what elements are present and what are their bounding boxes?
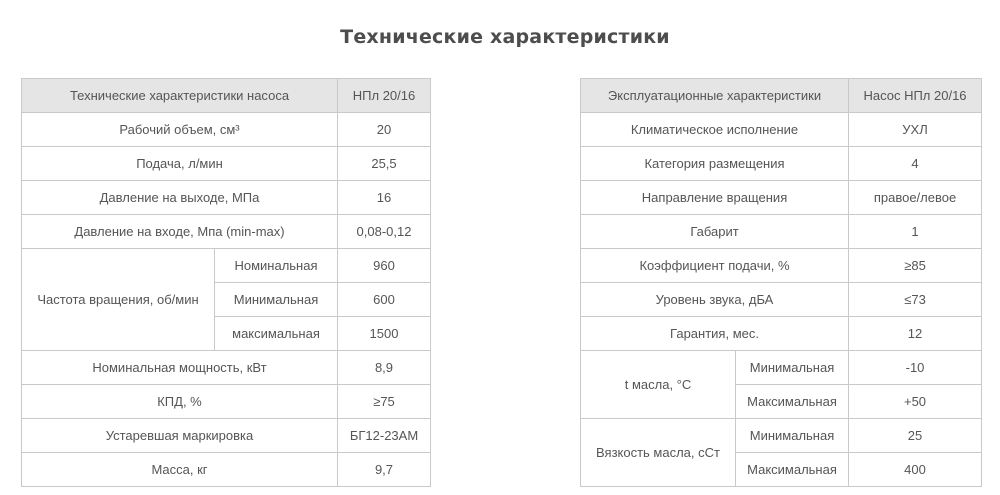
row-value: ≥75 bbox=[338, 385, 431, 419]
row-value: 12 bbox=[849, 317, 982, 351]
row-value: 400 bbox=[849, 453, 982, 487]
group-label: Вязкость масла, сСт bbox=[581, 419, 736, 487]
table-row bbox=[22, 351, 431, 385]
sub-label: Минимальная bbox=[736, 419, 849, 453]
row-value: +50 bbox=[849, 385, 982, 419]
row-value: 1 bbox=[849, 215, 982, 249]
row-label: Габарит bbox=[581, 215, 849, 249]
row-value: 1500 bbox=[338, 317, 431, 351]
header-parameter: Эксплуатационные характеристики bbox=[581, 79, 849, 113]
row-value: 9,7 bbox=[338, 453, 431, 487]
table-header-row bbox=[22, 79, 431, 113]
table-row bbox=[22, 113, 431, 147]
table-row bbox=[581, 215, 982, 249]
row-label: Направление вращения bbox=[581, 181, 849, 215]
table-row bbox=[581, 351, 982, 385]
table-row bbox=[581, 283, 982, 317]
group-label: t масла, °С bbox=[581, 351, 736, 419]
row-value: -10 bbox=[849, 351, 982, 385]
row-value: ≥85 bbox=[849, 249, 982, 283]
sub-label: Максимальная bbox=[736, 385, 849, 419]
row-value: 20 bbox=[338, 113, 431, 147]
sub-label: Номинальная bbox=[215, 249, 338, 283]
sub-label: максимальная bbox=[215, 317, 338, 351]
row-value: УХЛ bbox=[849, 113, 982, 147]
row-value: 25,5 bbox=[338, 147, 431, 181]
header-parameter: Технические характеристики насоса bbox=[22, 79, 338, 113]
table-row bbox=[22, 385, 431, 419]
table-row bbox=[22, 453, 431, 487]
row-label: КПД, % bbox=[22, 385, 338, 419]
row-label: Гарантия, мес. bbox=[581, 317, 849, 351]
operation-specs-table bbox=[580, 78, 982, 487]
row-value: 960 bbox=[338, 249, 431, 283]
row-label: Рабочий объем, см³ bbox=[22, 113, 338, 147]
row-value: правое/левое bbox=[849, 181, 982, 215]
table-header-row bbox=[581, 79, 982, 113]
table-row bbox=[22, 249, 431, 283]
row-value: 4 bbox=[849, 147, 982, 181]
row-label: Номинальная мощность, кВт bbox=[22, 351, 338, 385]
page-title: Технические характеристики bbox=[340, 26, 670, 48]
table-row bbox=[581, 181, 982, 215]
row-value: ≤73 bbox=[849, 283, 982, 317]
table-row bbox=[581, 419, 982, 453]
table-row bbox=[22, 181, 431, 215]
table-row bbox=[22, 147, 431, 181]
header-model: Насос НПл 20/16 bbox=[849, 79, 982, 113]
table-row bbox=[581, 147, 982, 181]
row-value: 0,08-0,12 bbox=[338, 215, 431, 249]
row-value: 600 bbox=[338, 283, 431, 317]
row-label: Устаревшая маркировка bbox=[22, 419, 338, 453]
table-row bbox=[581, 113, 982, 147]
row-value: БГ12-23АМ bbox=[338, 419, 431, 453]
table-row bbox=[581, 317, 982, 351]
group-label: Частота вращения, об/мин bbox=[22, 249, 215, 351]
row-label: Уровень звука, дБА bbox=[581, 283, 849, 317]
row-value: 8,9 bbox=[338, 351, 431, 385]
table-row bbox=[22, 419, 431, 453]
row-label: Давление на входе, Мпа (min-max) bbox=[22, 215, 338, 249]
row-value: 16 bbox=[338, 181, 431, 215]
table-row bbox=[581, 249, 982, 283]
table-row bbox=[22, 215, 431, 249]
row-label: Масса, кг bbox=[22, 453, 338, 487]
sub-label: Минимальная bbox=[215, 283, 338, 317]
row-label: Категория размещения bbox=[581, 147, 849, 181]
row-label: Коэффициент подачи, % bbox=[581, 249, 849, 283]
row-label: Подача, л/мин bbox=[22, 147, 338, 181]
sub-label: Минимальная bbox=[736, 351, 849, 385]
sub-label: Максимальная bbox=[736, 453, 849, 487]
header-model: НПл 20/16 bbox=[338, 79, 431, 113]
pump-specs-table bbox=[21, 78, 431, 487]
row-label: Климатическое исполнение bbox=[581, 113, 849, 147]
row-label: Давление на выходе, МПа bbox=[22, 181, 338, 215]
row-value: 25 bbox=[849, 419, 982, 453]
